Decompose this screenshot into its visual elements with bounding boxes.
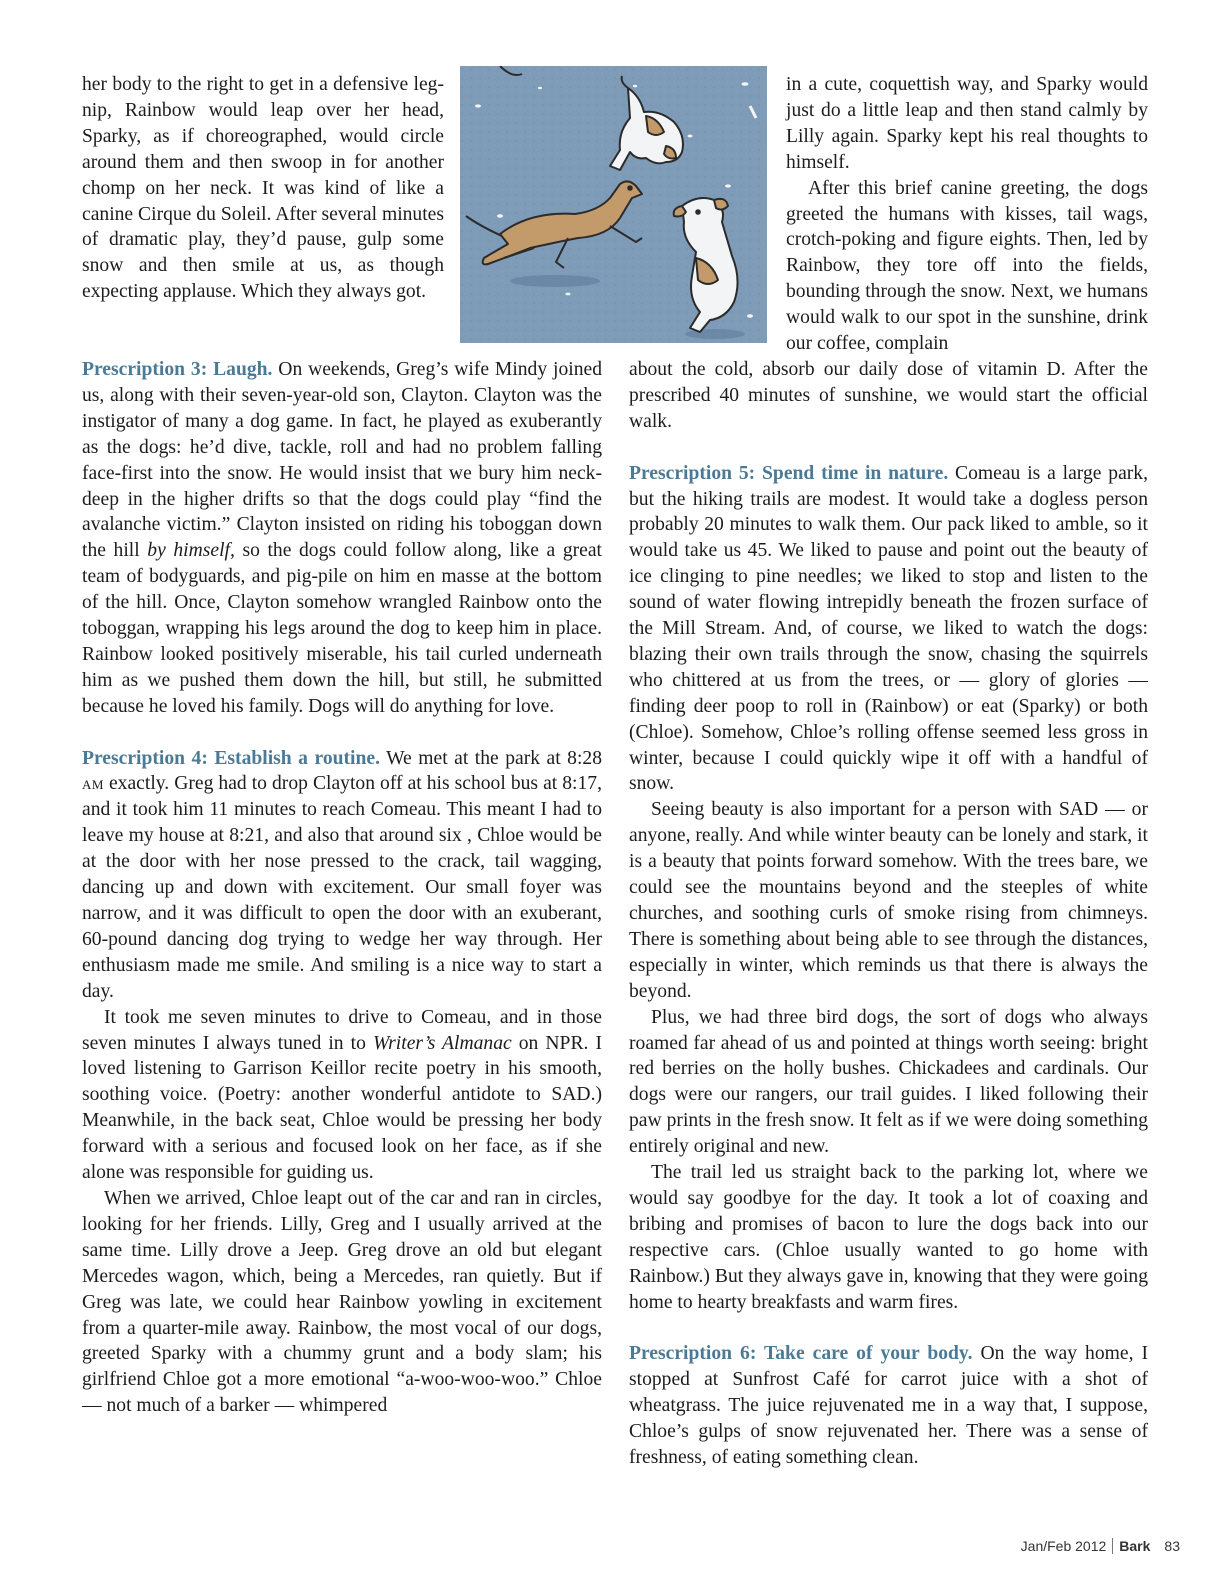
- page-footer: [1021, 1538, 1180, 1554]
- prescription-3-text-b: so the dogs could follow along, like a great team of bodyguards, and pig-pile on him en masse at the bottom of the hill. Once, Clayton somehow wrangled Rainbow onto the toboggan, wrapping his legs around the dog to keep him in place. Rainbow looked positively miserable, his tail curled underneath him as we pushed them down the hill, but still, he submitted because he loved his family. Dogs will do anything for love.: [82, 540, 602, 717]
- prescription-4-text-a: We met at the park at 8:28: [379, 747, 603, 769]
- prescription-6-heading: Prescription 6: Take care of your body.: [629, 1343, 973, 1365]
- prescription-3-text-a: On weekends, Greg’s wife Mindy joined us, along with their seven-year-old son, Clayton. Clayton was the instigator of many a dog game. In fact, he played as exuberantly as the dogs: he’d dive, tackle, roll and had no problem falling face-first into the snow. He would insist that we bury him neck-deep in the higher drifts so that the dogs could play “find the avalanche victim.” Clayton insisted on riding his toboggan down the hill: [82, 359, 602, 562]
- top-left-column: [82, 72, 444, 305]
- paragraph-bird-dogs: Plus, we had three bird dogs, the sort of dogs who always roamed far ahead of us and pointed at things worth seeing: bright red berries on the holly bushes. Chickadees and cardinals. Our dogs were our rangers, our trail guides. I liked following their paw prints in the fresh snow. It felt as if we were doing something entirely original and new.: [629, 1006, 1148, 1158]
- top-right-column: [786, 72, 1148, 357]
- page-number: 83: [1164, 1538, 1180, 1554]
- section-gap: [629, 1316, 1148, 1342]
- prescription-4-text-b: exactly. Greg had to drop Clayton off at his school bus at 8:17, and it took him 11 minutes to reach Comeau. This meant I had to leave my house at 8:21, and also that around six , Chloe would be at the door with her nose pressed to the crack, tail wagging, dancing up and down with excitement. Our small foyer was narrow, and it was difficult to open the door with an exuberant, 60-pound dancing dog trying to wedge her way through. Her enthusiasm made me smile. And smiling is a nice way to start a day.: [82, 773, 602, 1002]
- prescription-5-text: Comeau is a large park, but the hiking trails are modest. It would take a dogless person probably 20 minutes to walk them. Our pack liked to amble, so it would take us 45. We liked to pause and point out the beauty of ice clinging to pine needles; we liked to stop and listen to the sound of water flowing intrepidly beneath the frozen surface of the Mill Stream. And, of course, we liked to watch the dogs: blazing their own trails through the snow, chasing the squirrels who chittered at us from the trees, or — glory of glories — finding deer poop to roll in (Rainbow) or eat (Sparky) or both (Chloe). Somehow, Chloe’s rolling offense seemed less gross in winter, because I could quickly wipe it off with a handful of snow.: [629, 462, 1148, 795]
- paragraph-top-left: her body to the right to get in a defensive leg-nip, Rainbow would leap over her head, Sparky, as if choreographed, would circle around them and then swoop in for another chomp on her neck. It was kind of like a canine Cirque du Soleil. After several minutes of dramatic play, they’d pause, gulp some snow and then smile at us, as though expecting applause. Which they always got.: [82, 74, 444, 303]
- left-column: [82, 357, 602, 1419]
- section-gap: [82, 720, 602, 746]
- paragraph-greeting: After this brief canine greeting, the dogs greeted the humans with kisses, tail wags, crotch-poking and figure eights. Then, led by Rainbow, they tore off into the fields, bounding through the snow. Next, we humans would walk to our spot in the sunshine, drink our coffee, complain: [786, 177, 1148, 355]
- time-am: am: [82, 773, 104, 794]
- paragraph-greeting-end: about the cold, absorb our daily dose of vitamin D. After the prescribed 40 minutes of sunshine, we would start the official walk.: [629, 359, 1148, 432]
- prescription-3-paragraph: [82, 357, 602, 720]
- prescription-5-heading: Prescription 5: Spend time in nature.: [629, 462, 949, 484]
- prescription-6-text: On the way home, I stopped at Sunfrost Café for carrot juice with a shot of wheatgrass. The juice rejuvenated me in a way that, I suppose, Chloe’s gulps of snow rejuvenated her. There was a sense of freshness, of eating something clean.: [629, 1343, 1148, 1469]
- right-column: [629, 357, 1148, 1471]
- prescription-4-heading: Prescription 4: Establish a routine.: [82, 747, 380, 769]
- paragraph-trail: The trail led us straight back to the parking lot, where we would say goodbye for the day. It took a lot of coaxing and bribing and promises of bacon to lure the dogs back into our respective cars. (Chloe usually wanted to go home with Rainbow.) But they always gave in, knowing that they were going home to hearty breakfasts and warm fires.: [629, 1162, 1148, 1313]
- footer-divider: [1112, 1538, 1113, 1554]
- drive-text-a: It took me seven minutes to drive to Comeau, and in those seven minutes I always tuned in to: [82, 1006, 602, 1054]
- prescription-4-paragraph: [82, 746, 602, 1005]
- publication-name: Bark: [1119, 1538, 1151, 1554]
- prescription-3-emphasis: by himself,: [147, 540, 235, 562]
- paragraph-drive: [82, 1005, 602, 1186]
- drive-text-b: on NPR. I loved listening to Garrison Keillor recite poetry in his smooth, soothing voice. (Poetry: another wonderful antidote to SAD.) Meanwhile, in the back seat, Chloe would be pressing her body forward with a serious and focused look on her face, as if she alone was responsible for guiding us.: [82, 1032, 602, 1184]
- paragraph-arrive: When we arrived, Chloe leapt out of the car and ran in circles, looking for her friends. Lilly, Greg and I usually arrived at the same time. Lilly drove a Jeep. Greg drove an old but elegant Mercedes wagon, which, being a Mercedes, ran quietly. But if Greg was late, we could hear Rainbow yowling in excitement from a quarter-mile away. Rainbow, the most vocal of our dogs, greeted Sparky with a chummy grunt and a body slam; his girlfriend Chloe got a more emotional “a-woo-woo-woo.” Chloe — not much of a barker — whimpered: [82, 1187, 602, 1417]
- prescription-3-heading: Prescription 3: Laugh.: [82, 359, 273, 380]
- section-gap: [629, 435, 1148, 461]
- dogs-playing-in-snow-illustration: [460, 66, 767, 343]
- writers-almanac-title: Writer’s Almanac: [372, 1032, 512, 1054]
- prescription-6-paragraph: [629, 1341, 1148, 1471]
- issue-date: Jan/Feb 2012: [1020, 1538, 1107, 1554]
- prescription-5-paragraph: [629, 461, 1148, 798]
- paragraph-sparky: in a cute, coquettish way, and Sparky would just do a little leap and then stand calmly by Lilly again. Sparky kept his real thoughts to himself.: [786, 74, 1148, 173]
- paragraph-beauty: Seeing beauty is also important for a person with SAD — or anyone, really. And while winter beauty can be lonely and stark, it is a beauty that points forward somehow. With the trees bare, we could see the mountains beyond and the steeples of white churches, and soothing curls of smoke rising from chimneys. There is something about being able to see through the distances, especially in winter, which reminds us that there is always the beyond.: [629, 799, 1148, 1002]
